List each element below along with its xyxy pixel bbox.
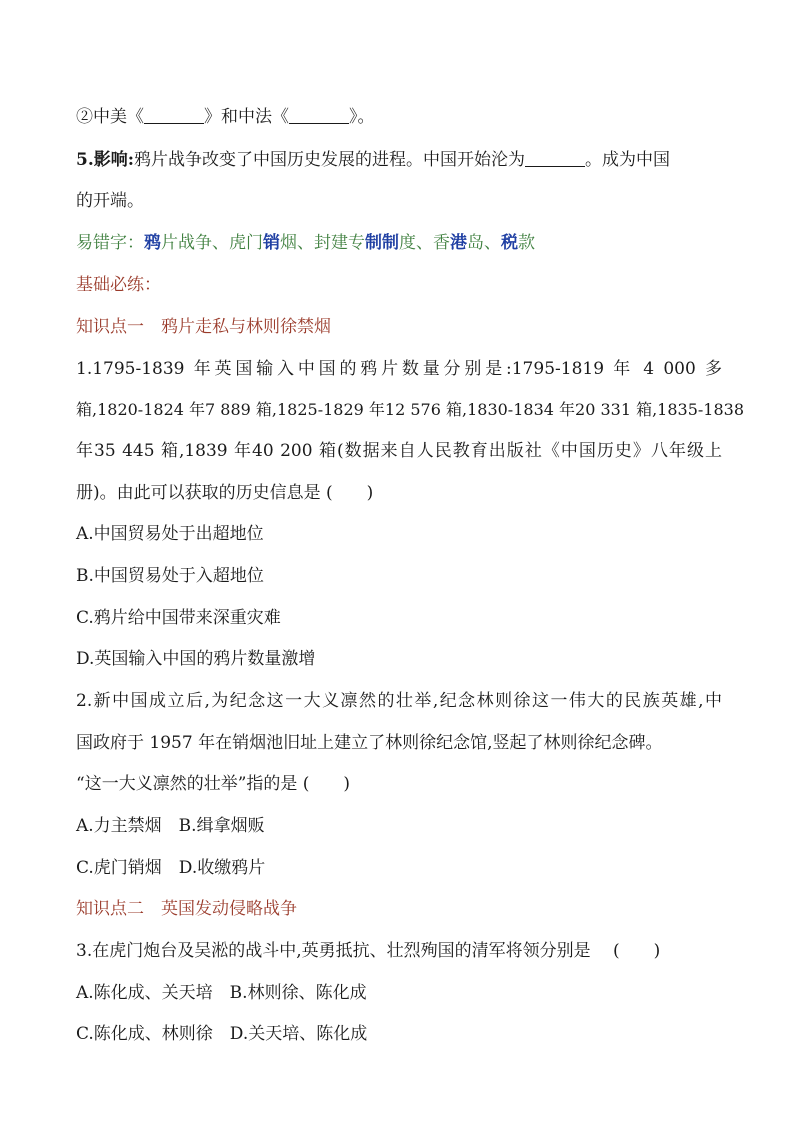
text: 。成为中国 [585,150,671,170]
label: 易错字： [76,233,144,253]
question-2-options-ab: A.力主禁烟 B.缉拿烟贩 [76,816,265,836]
question-2-line-3: “这一大义凛然的壮举”指的是 ( ) [76,774,351,794]
question-2-line-1: 2.新中国成立后,为纪念这一大义凛然的壮举,纪念林则徐这一伟大的民族英雄,中 [76,691,722,711]
question-1-line-1: 1.1795-1839 年英国输入中国的鸦片数量分别是:1795-1819 年 4 000 多 [76,359,722,379]
text: 鸦片战争改变了中国历史发展的进程。中国开始沦为 [134,150,526,170]
text: 烟、封建专 [280,233,365,253]
question-3-line-1: 3.在虎门炮台及吴淞的战斗中,英勇抵抗、壮烈殉国的清军将领分别是 ( ) [76,941,661,961]
text: 度、香 [399,233,450,253]
question-1-option-b: B.中国贸易处于入超地位 [76,566,264,586]
highlight-char: 港 [450,233,467,253]
influence-line [76,148,722,172]
text: 片战争、虎门 [161,233,263,253]
influence-line-2: 的开端。 [76,191,144,211]
text: 岛、 [467,233,501,253]
knowledge-point-1: 知识点一 鸦片走私与林则徐禁烟 [76,317,331,337]
text: ②中美《 [76,107,144,127]
treaty-line [76,105,722,129]
text: 》和中法《 [204,107,289,127]
highlight-char: 制制 [365,233,399,253]
text: 》。 [349,107,375,127]
question-1-line-2: 箱,1820-1824 年7 889 箱,1825-1829 年12 576 箱,1830-1834 年20 331 箱,1835-1838 [76,400,745,419]
item-label: 5.影响: [76,150,135,170]
section-heading-basics: 基础必练： [76,275,161,295]
highlight-char: 税 [501,233,518,253]
question-1-option-c: C.鸦片给中国带来深重灾难 [76,608,281,628]
question-3-options-cd: C.陈化成、林则徐 D.关天培、陈化成 [76,1024,368,1044]
question-2-line-2: 国政府于 1957 年在销烟池旧址上建立了林则徐纪念馆,竖起了林则徐纪念碑。 [76,733,663,753]
text: 款 [518,233,535,253]
highlight-char: 销 [263,233,280,253]
question-1-line-3: 年35 445 箱,1839 年40 200 箱(数据来自人民教育出版社《中国历史》八年级上 [76,441,722,461]
question-3-options-ab: A.陈化成、关天培 B.林则徐、陈化成 [76,983,367,1003]
question-1-option-a: A.中国贸易处于出超地位 [76,524,264,544]
knowledge-point-2: 知识点二 英国发动侵略战争 [76,899,297,919]
fill-blank [144,107,204,124]
highlight-char: 鸦 [144,233,161,253]
question-2-options-cd: C.虎门销烟 D.收缴鸦片 [76,858,266,878]
question-1-line-4: 册)。由此可以获取的历史信息是 ( ) [76,483,374,503]
fill-blank [289,107,349,124]
fill-blank [525,150,585,167]
easy-wrong-chars [76,231,722,255]
question-1-option-d: D.英国输入中国的鸦片数量激增 [76,649,316,669]
